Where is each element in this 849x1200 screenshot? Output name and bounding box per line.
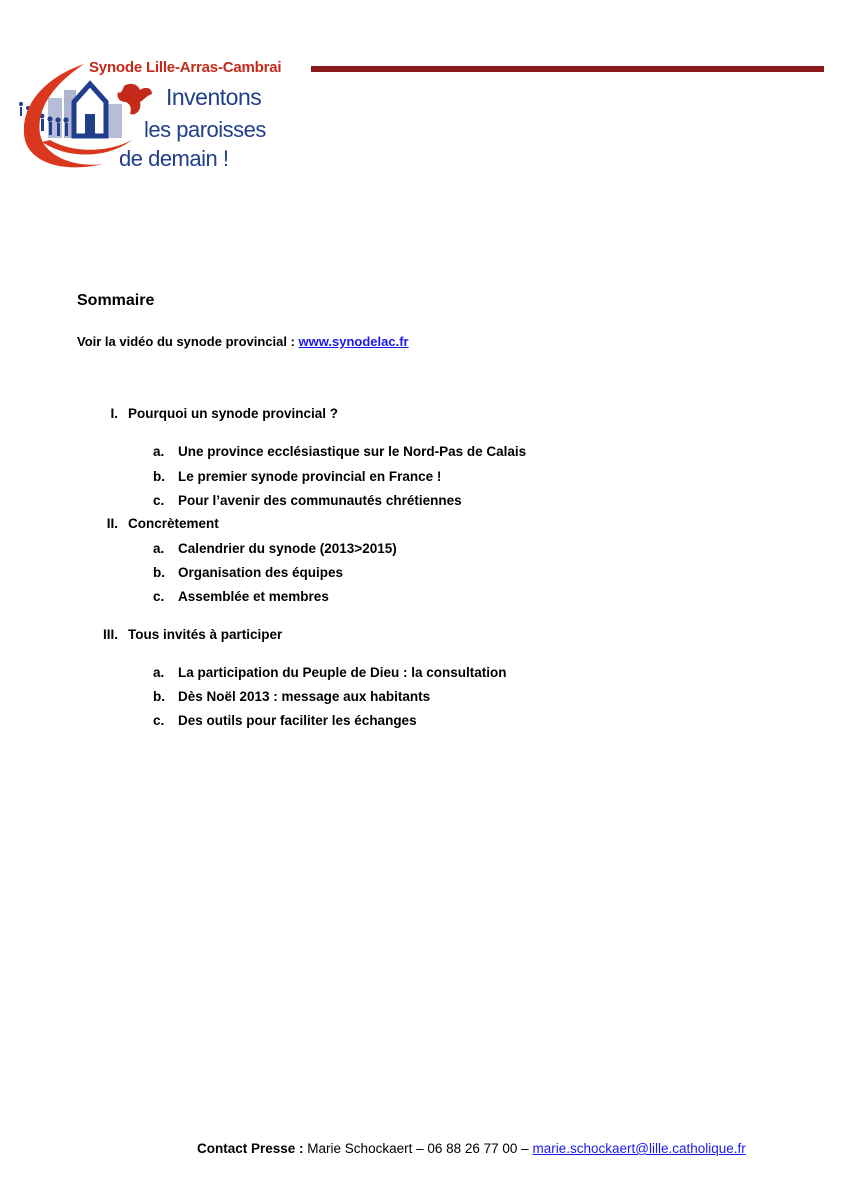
item-text: Dès Noël 2013 : message aux habitants xyxy=(178,689,431,704)
section-3-item-b xyxy=(153,689,431,704)
synode-logo xyxy=(14,56,304,178)
video-link[interactable]: www.synodelac.fr xyxy=(298,334,409,349)
footer-label: Contact Presse : xyxy=(197,1141,308,1156)
item-letter: c. xyxy=(153,589,165,604)
item-letter: b. xyxy=(153,689,165,704)
item-text: Pour l’avenir des communautés chrétiennes xyxy=(178,493,462,508)
section-1-item-c xyxy=(153,493,462,508)
section-number: II. xyxy=(106,516,118,531)
section-1-item-a xyxy=(153,444,527,459)
video-line xyxy=(77,334,409,349)
item-text: La participation du Peuple de Dieu : la consultation xyxy=(178,665,507,680)
video-label: Voir la vidéo du synode provincial : xyxy=(77,334,299,349)
section-1-heading xyxy=(110,406,339,421)
header-rule xyxy=(311,66,824,72)
section-2-heading xyxy=(106,516,219,531)
item-text: Assemblée et membres xyxy=(178,589,329,604)
item-text: Organisation des équipes xyxy=(178,565,344,580)
page-title: Sommaire xyxy=(77,292,155,309)
section-3-heading xyxy=(102,627,283,642)
section-2-item-b xyxy=(153,565,344,580)
section-2-item-c xyxy=(153,589,329,604)
section-title: Tous invités à participer xyxy=(128,627,283,642)
footer-contact xyxy=(197,1141,746,1156)
section-3-item-a xyxy=(153,665,507,680)
item-letter: b. xyxy=(153,469,165,484)
item-text: Des outils pour faciliter les échanges xyxy=(178,713,417,728)
footer-contact-info: Marie Schockaert – 06 88 26 77 00 – xyxy=(307,1141,533,1156)
logo-slogan-line-3: de demain ! xyxy=(119,146,229,171)
item-letter: a. xyxy=(153,665,165,680)
section-number: I. xyxy=(110,406,118,421)
item-text: Le premier synode provincial en France ! xyxy=(178,469,442,484)
item-letter: b. xyxy=(153,565,165,580)
section-1-item-b xyxy=(153,469,442,484)
logo-organization: Synode Lille-Arras-Cambrai xyxy=(89,59,282,76)
item-text: Calendrier du synode (2013>2015) xyxy=(178,541,397,556)
section-2-item-a xyxy=(153,541,397,556)
item-letter: c. xyxy=(153,713,165,728)
item-letter: c. xyxy=(153,493,165,508)
item-letter: a. xyxy=(153,444,165,459)
section-3-item-c xyxy=(153,713,417,728)
section-number: III. xyxy=(102,627,118,642)
logo-slogan-line-1: Inventons xyxy=(166,84,262,110)
footer-email-link[interactable]: marie.schockaert@lille.catholique.fr xyxy=(532,1141,746,1156)
section-title: Concrètement xyxy=(128,516,219,531)
item-letter: a. xyxy=(153,541,165,556)
item-text: Une province ecclésiastique sur le Nord-Pas de Calais xyxy=(178,444,527,459)
logo-slogan-line-2: les paroisses xyxy=(144,117,266,142)
section-title: Pourquoi un synode provincial ? xyxy=(128,406,339,421)
